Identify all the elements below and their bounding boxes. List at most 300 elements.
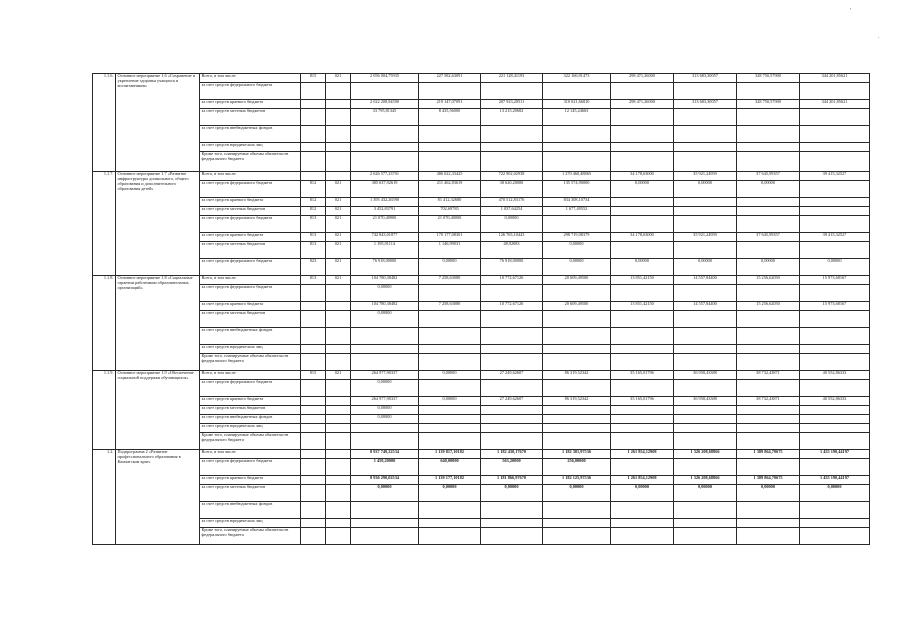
gov-code [301,476,326,485]
amount-cell [543,126,611,143]
amount-cell: 1 270 460,48865 [543,172,611,181]
table-row [93,311,870,328]
amount-cell: 10 772,67126 [481,302,543,311]
amount-cell [481,415,543,424]
amount-cell [611,345,674,354]
amount-cell [737,433,800,450]
amount-cell [611,433,674,450]
table-row [93,152,870,172]
amount-cell [674,502,737,519]
amount-cell: 344 201,85621 [800,100,870,109]
funding-source: за счет средств федерального бюджета [200,380,301,397]
funding-source: за счет средств местных бюджетов [200,485,301,502]
funding-source: за счет средств краевого бюджета [200,302,301,311]
table-row [93,207,870,216]
funding-source: за счет средств краевого бюджета [200,198,301,207]
amount-cell [800,83,870,100]
amount-cell [543,380,611,397]
amount-cell: 81 412,32680 [419,198,481,207]
amount-cell: 1 389 864,70675 [737,476,800,485]
amount-cell [800,242,870,259]
amount-cell [419,83,481,100]
program-code [326,502,351,519]
amount-cell: 0,00000 [481,485,543,502]
amount-cell: 14 557,84400 [674,276,737,285]
amount-cell: 0,00000 [737,485,800,502]
amount-cell: 86 319,52342 [543,397,611,406]
amount-cell [611,415,674,424]
amount-cell: 33 795,81345 [351,109,419,126]
amount-cell: 1 261 854,12908 [611,476,674,485]
amount-cell: 2 626 577,23701 [351,172,419,181]
amount-cell: 40 552,86333 [800,371,870,380]
program-code: 021 [326,259,351,276]
amount-cell: 0,00000 [419,485,481,502]
amount-cell [674,216,737,233]
funding-source: за счет средств краевого бюджета [200,397,301,406]
amount-cell: 8 936 290,02534 [351,476,419,485]
amount-cell [674,424,737,433]
table-row [93,450,870,459]
amount-cell: 0,00000 [674,485,737,502]
amount-cell [800,328,870,345]
amount-cell [543,285,611,302]
amount-cell [543,433,611,450]
funding-source: Всего, в том числе: [200,276,301,285]
gov-code [301,415,326,424]
program-code: 021 [326,242,351,259]
program-code [326,285,351,302]
amount-cell: 15 973,68167 [800,302,870,311]
gov-code [301,433,326,450]
amount-cell [800,502,870,519]
amount-cell [611,285,674,302]
amount-cell [674,528,737,545]
amount-cell [611,198,674,207]
amount-cell [481,152,543,172]
program-code [326,172,351,181]
amount-cell: 13 215,20682 [481,109,543,126]
amount-cell: 38 620,20000 [481,181,543,198]
amount-cell: 227 582,63091 [419,74,481,83]
amount-cell: 0,00000 [611,485,674,502]
amount-cell [543,328,611,345]
amount-cell [674,406,737,415]
amount-cell [419,354,481,371]
gov-code [301,302,326,311]
page-mark: . [878,34,880,40]
amount-cell [543,152,611,172]
table-row [93,143,870,152]
amount-cell [543,502,611,519]
gov-code [301,172,326,181]
amount-cell [800,415,870,424]
amount-cell [481,519,543,528]
program-code: 021 [326,74,351,83]
amount-cell [611,519,674,528]
funding-source: за счет средств юридических лиц [200,345,301,354]
program-code: 021 [326,371,351,380]
amount-cell: 0,00000 [351,415,419,424]
amount-cell: 328 750,57900 [737,100,800,109]
amount-cell [419,380,481,397]
amount-cell: 1 389 864,70675 [737,450,800,459]
amount-cell: 13 851,42150 [611,276,674,285]
amount-cell: 38 732,43871 [737,397,800,406]
table-row [93,345,870,354]
section-index: 1.2. [93,450,116,545]
amount-cell [419,502,481,519]
amount-cell: 1 139 177,10182 [419,476,481,485]
amount-cell [674,328,737,345]
page-mark: ' [850,8,852,14]
funding-source: за счет средств местных бюджетов [200,311,301,328]
funding-source: за счет средств федерального бюджета [200,459,301,476]
amount-cell [674,519,737,528]
section-index: 1.1.8. [93,276,116,371]
amount-cell [543,528,611,545]
amount-cell [481,354,543,371]
amount-cell: 221 128,41193 [481,74,543,83]
amount-cell: 1 037,64254 [481,207,543,216]
program-code: 021 [326,216,351,233]
table-row [93,242,870,259]
program-code [326,100,351,109]
gov-code [301,328,326,345]
table-row [93,233,870,242]
funding-source: за счет средств внебюджетных фондов [200,126,301,143]
amount-cell [674,83,737,100]
amount-cell [737,406,800,415]
table-row [93,397,870,406]
amount-cell: 20 609,49500 [543,276,611,285]
amount-cell: 35 165,01796 [611,371,674,380]
amount-cell [543,519,611,528]
amount-cell: 0,00000 [611,181,674,198]
table-row [93,528,870,545]
amount-cell: 722 902,02938 [481,172,543,181]
amount-cell [543,424,611,433]
amount-cell [737,345,800,354]
amount-cell [800,198,870,207]
funding-source: за счет средств юридических лиц [200,424,301,433]
amount-cell [737,328,800,345]
gov-code: 823 [301,259,326,276]
amount-cell [800,519,870,528]
amount-cell [481,380,543,397]
amount-cell: 313 683,30057 [674,100,737,109]
funding-source: за счет средств федерального бюджета [200,216,301,233]
amount-cell [481,433,543,450]
program-code [326,302,351,311]
amount-cell [800,380,870,397]
amount-cell [543,83,611,100]
gov-code: 812 [301,207,326,216]
amount-cell: 640,00000 [419,459,481,476]
amount-cell: 322 166,91473 [543,74,611,83]
amount-cell: 170 177,08301 [419,233,481,242]
amount-cell: 104 780,38482 [351,302,419,311]
amount-cell [737,519,800,528]
amount-cell: 0,00000 [674,259,737,276]
amount-cell: 1 326 208,68866 [674,450,737,459]
amount-cell: 15 973,68167 [800,276,870,285]
amount-cell: 86 319,52342 [543,371,611,380]
program-code [326,519,351,528]
amount-cell [481,328,543,345]
program-code [326,83,351,100]
amount-cell [800,109,870,126]
table-row [93,406,870,415]
amount-cell [737,528,800,545]
program-code [326,126,351,143]
section-index: 1.1.9. [93,371,116,450]
amount-cell: 36 958,43388 [674,397,737,406]
amount-cell: 298 719,08379 [543,233,611,242]
amount-cell [800,126,870,143]
amount-cell: 834 308,10734 [543,198,611,207]
amount-cell: 20 609,49500 [543,302,611,311]
program-code [326,485,351,502]
amount-cell: 0,00000 [737,181,800,198]
amount-cell: 0,00000 [481,216,543,233]
program-code: 021 [326,233,351,242]
program-code [326,380,351,397]
amount-cell [543,415,611,424]
amount-cell [674,459,737,476]
funding-source: Кроме того, планируемые объемы обязательств федерального бюджета [200,433,301,450]
amount-cell: 563,20000 [481,459,543,476]
amount-cell [351,528,419,545]
funding-source: за счет средств юридических лиц [200,143,301,152]
amount-cell: 1 677,49552 [543,207,611,216]
amount-cell: 1 261 854,12908 [611,450,674,459]
table-row [93,126,870,143]
amount-cell [419,528,481,545]
amount-cell: 40 552,86333 [800,397,870,406]
gov-code [301,143,326,152]
amount-cell [543,143,611,152]
amount-cell: 211 462,83619 [419,181,481,198]
amount-cell: 126 765,10443 [481,233,543,242]
amount-cell: 313 683,30057 [674,74,737,83]
amount-cell [800,152,870,172]
amount-cell: 27 249,62607 [481,397,543,406]
amount-cell [800,181,870,198]
section-name: Подпрограмма 2 «Развитие профессионального образования в Камчатском крае» [116,450,200,545]
amount-cell: 48,92083 [481,242,543,259]
amount-cell: 264 977,90337 [351,371,419,380]
funding-source: за счет средств местных бюджетов [200,406,301,415]
gov-code [301,354,326,371]
amount-cell [674,126,737,143]
amount-cell: 0,00000 [543,242,611,259]
table-row [93,380,870,397]
amount-cell [737,83,800,100]
funding-source: за счет средств местных бюджетов [200,207,301,216]
amount-cell [419,424,481,433]
program-code: 021 [326,181,351,198]
amount-cell: 0,00000 [419,259,481,276]
funding-source: за счет средств федерального бюджета [200,181,301,198]
section-name: Основное мероприятие 1.9 «Обеспечение социальной поддержки обучающихся» [116,371,200,450]
amount-cell [419,406,481,415]
amount-cell: 76 918,00000 [351,259,419,276]
amount-cell [800,406,870,415]
program-code [326,450,351,459]
gov-code [301,126,326,143]
program-code [326,459,351,476]
table-row [93,74,870,83]
amount-cell [611,459,674,476]
amount-cell [611,242,674,259]
amount-cell [737,198,800,207]
amount-cell: 0,00000 [674,181,737,198]
amount-cell [674,143,737,152]
amount-cell: 7 258,63080 [419,302,481,311]
gov-code [301,459,326,476]
gov-code [301,397,326,406]
program-code [326,406,351,415]
amount-cell [481,502,543,519]
amount-cell: 1 146,99031 [419,242,481,259]
amount-cell [351,433,419,450]
table-row [93,83,870,100]
table-row [93,100,870,109]
amount-cell [737,207,800,216]
amount-cell [611,126,674,143]
amount-cell: 35 921,24959 [674,233,737,242]
amount-cell [351,519,419,528]
amount-cell [674,207,737,216]
table-row [93,302,870,311]
amount-cell [419,415,481,424]
amount-cell: 298 471,26000 [611,100,674,109]
gov-code [301,380,326,397]
amount-cell [737,311,800,328]
amount-cell [481,406,543,415]
gov-code [301,528,326,545]
amount-cell: 27 249,62607 [481,371,543,380]
table-row [93,109,870,126]
amount-cell: 15 256,62050 [737,276,800,285]
program-code [326,433,351,450]
amount-cell [674,380,737,397]
amount-cell: 264 977,90337 [351,397,419,406]
table-row [93,371,870,380]
amount-cell [800,207,870,216]
gov-code: 815 [301,74,326,83]
amount-cell [674,415,737,424]
amount-cell [737,415,800,424]
gov-code: 812 [301,198,326,207]
amount-cell: 135 574,90000 [543,181,611,198]
amount-cell: 36 958,43388 [674,371,737,380]
program-code [326,528,351,545]
amount-cell [737,216,800,233]
program-code [326,109,351,126]
amount-cell [419,126,481,143]
amount-cell [800,433,870,450]
gov-code [301,285,326,302]
amount-cell [543,345,611,354]
amount-cell [611,328,674,345]
amount-cell [674,152,737,172]
funding-source: Кроме того, планируемые объемы обязательств федерального бюджета [200,152,301,172]
amount-cell [419,345,481,354]
amount-cell: 0,00000 [611,259,674,276]
amount-cell [737,459,800,476]
gov-code [301,519,326,528]
amount-cell [351,328,419,345]
amount-cell: 1 455 190,44197 [800,450,870,459]
program-code [326,345,351,354]
gov-code [301,450,326,459]
amount-cell [800,354,870,371]
table-row [93,198,870,207]
amount-cell: 0,00000 [351,311,419,328]
amount-cell [611,152,674,172]
amount-cell: 21 070,40900 [351,216,419,233]
amount-cell [800,459,870,476]
amount-cell: 1 459,20000 [351,459,419,476]
amount-cell [737,354,800,371]
section-name: Основное мероприятие 1.7 «Развитие инфраструктуры дошкольного, общего образования и дополнительного образования детей» [116,172,200,276]
table-row [93,476,870,485]
amount-cell: 21 070,40000 [419,216,481,233]
amount-cell: 35 165,01796 [611,397,674,406]
amount-cell [419,433,481,450]
table-row [93,276,870,285]
amount-cell: 1 182 430,17670 [481,450,543,459]
amount-cell: 3 452,83791 [351,207,419,216]
amount-cell [737,502,800,519]
amount-cell [419,143,481,152]
amount-cell [481,143,543,152]
amount-cell: 328 750,57900 [737,74,800,83]
gov-code [301,502,326,519]
amount-cell: 10 772,67126 [481,276,543,285]
gov-code [301,100,326,109]
amount-cell: 0,00000 [737,259,800,276]
table-row [93,216,870,233]
amount-cell: 207 923,20511 [481,100,543,109]
amount-cell [674,433,737,450]
amount-cell: 0,00000 [419,397,481,406]
program-code [326,328,351,345]
amount-cell: 37 645,99357 [737,233,800,242]
gov-code: 813 [301,276,326,285]
gov-code: 815 [301,371,326,380]
amount-cell [481,345,543,354]
amount-cell [674,354,737,371]
section-name: Основное мероприятие 1.8 «Социальные гарантии работникам образовательных организаций» [116,276,200,371]
amount-cell: 0,00000 [351,485,419,502]
program-code [326,311,351,328]
amount-cell: 1 455 190,44197 [800,476,870,485]
amount-cell [737,109,800,126]
funding-source: за счет средств юридических лиц [200,519,301,528]
amount-cell [481,126,543,143]
amount-cell [351,424,419,433]
program-code [326,152,351,172]
amount-cell: 1 181 866,97670 [481,476,543,485]
amount-cell [611,406,674,415]
funding-source: за счет средств федерального бюджета [200,83,301,100]
amount-cell [543,406,611,415]
gov-code [301,109,326,126]
amount-cell: 0,00000 [543,259,611,276]
